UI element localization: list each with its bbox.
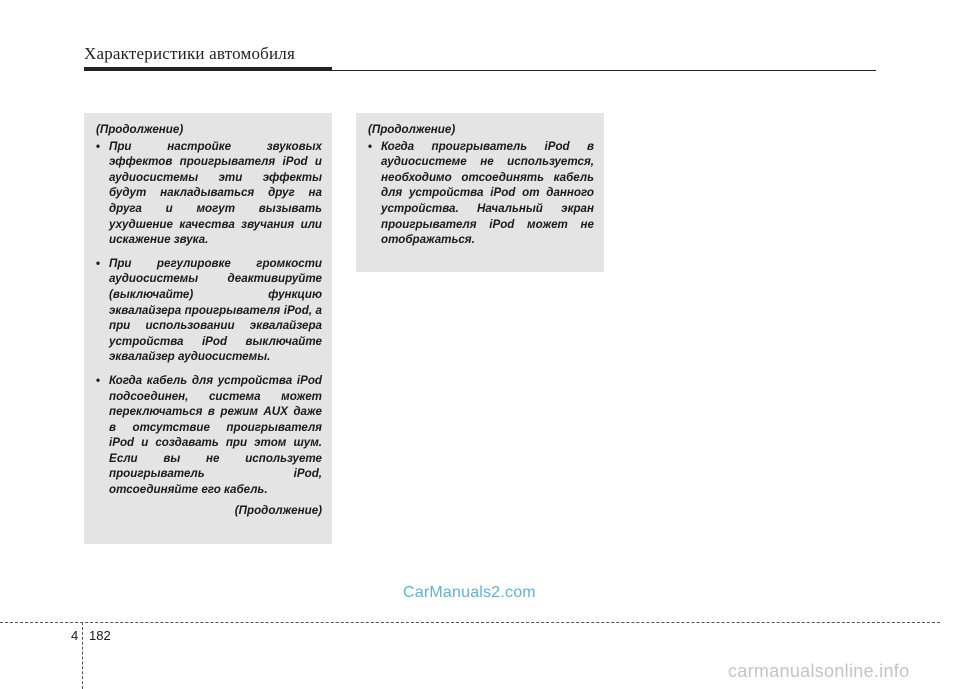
caution-note-left <box>84 113 332 544</box>
chapter-number: 4 <box>71 628 79 643</box>
footer-divider-vertical <box>82 622 83 689</box>
watermark-logo: CarManuals2.com <box>403 584 536 601</box>
section-title: Характеристики автомобиля <box>84 44 295 63</box>
continued-label-top: (Продолжение) <box>368 123 456 136</box>
note-item-volume: • При регулировке громкости аудиосистемы деактивируйте (выключайте) функцию эквалайзера проигрывателя iPod, а при использовании эквалайзера устройства iPod выключайте эквалайзер аудиосистемы. <box>96 256 322 365</box>
note-item-effects: • При настройке звуковых эффектов проигрывателя iPod и аудиосистемы эти эффекты будут накладываться друг на друга и могут вызывать ухудшение качества звучания или искажение звука. <box>96 139 322 248</box>
page-number: 182 <box>89 628 111 643</box>
note-item-disconnect: • Когда проигрыватель iPod в аудиосистеме не используется, необходимо отсоединять кабель для устройства iPod от данного устройства. Начальный экран проигрывателя iPod может не отображаться. <box>368 139 594 248</box>
note-list <box>96 139 322 498</box>
continued-label-bottom: (Продолжение) <box>234 503 322 517</box>
note-item-cable: • Когда кабель для устройства iPod подсоединен, система может переключаться в режим AUX даже в отсутствие проигрывателя iPod и создавать при этом шум. Если вы не используете проигрыватель iPod, отсоединяйте его кабель. <box>96 373 322 498</box>
continued-label-top: (Продолжение) <box>96 123 184 136</box>
note-list <box>368 139 594 248</box>
header-rule-thin <box>332 70 876 71</box>
header-rule-thick <box>84 67 332 71</box>
caution-note-right <box>356 113 604 272</box>
footer-site-watermark: carmanualsonline.info <box>728 661 910 681</box>
footer-divider <box>0 622 940 623</box>
